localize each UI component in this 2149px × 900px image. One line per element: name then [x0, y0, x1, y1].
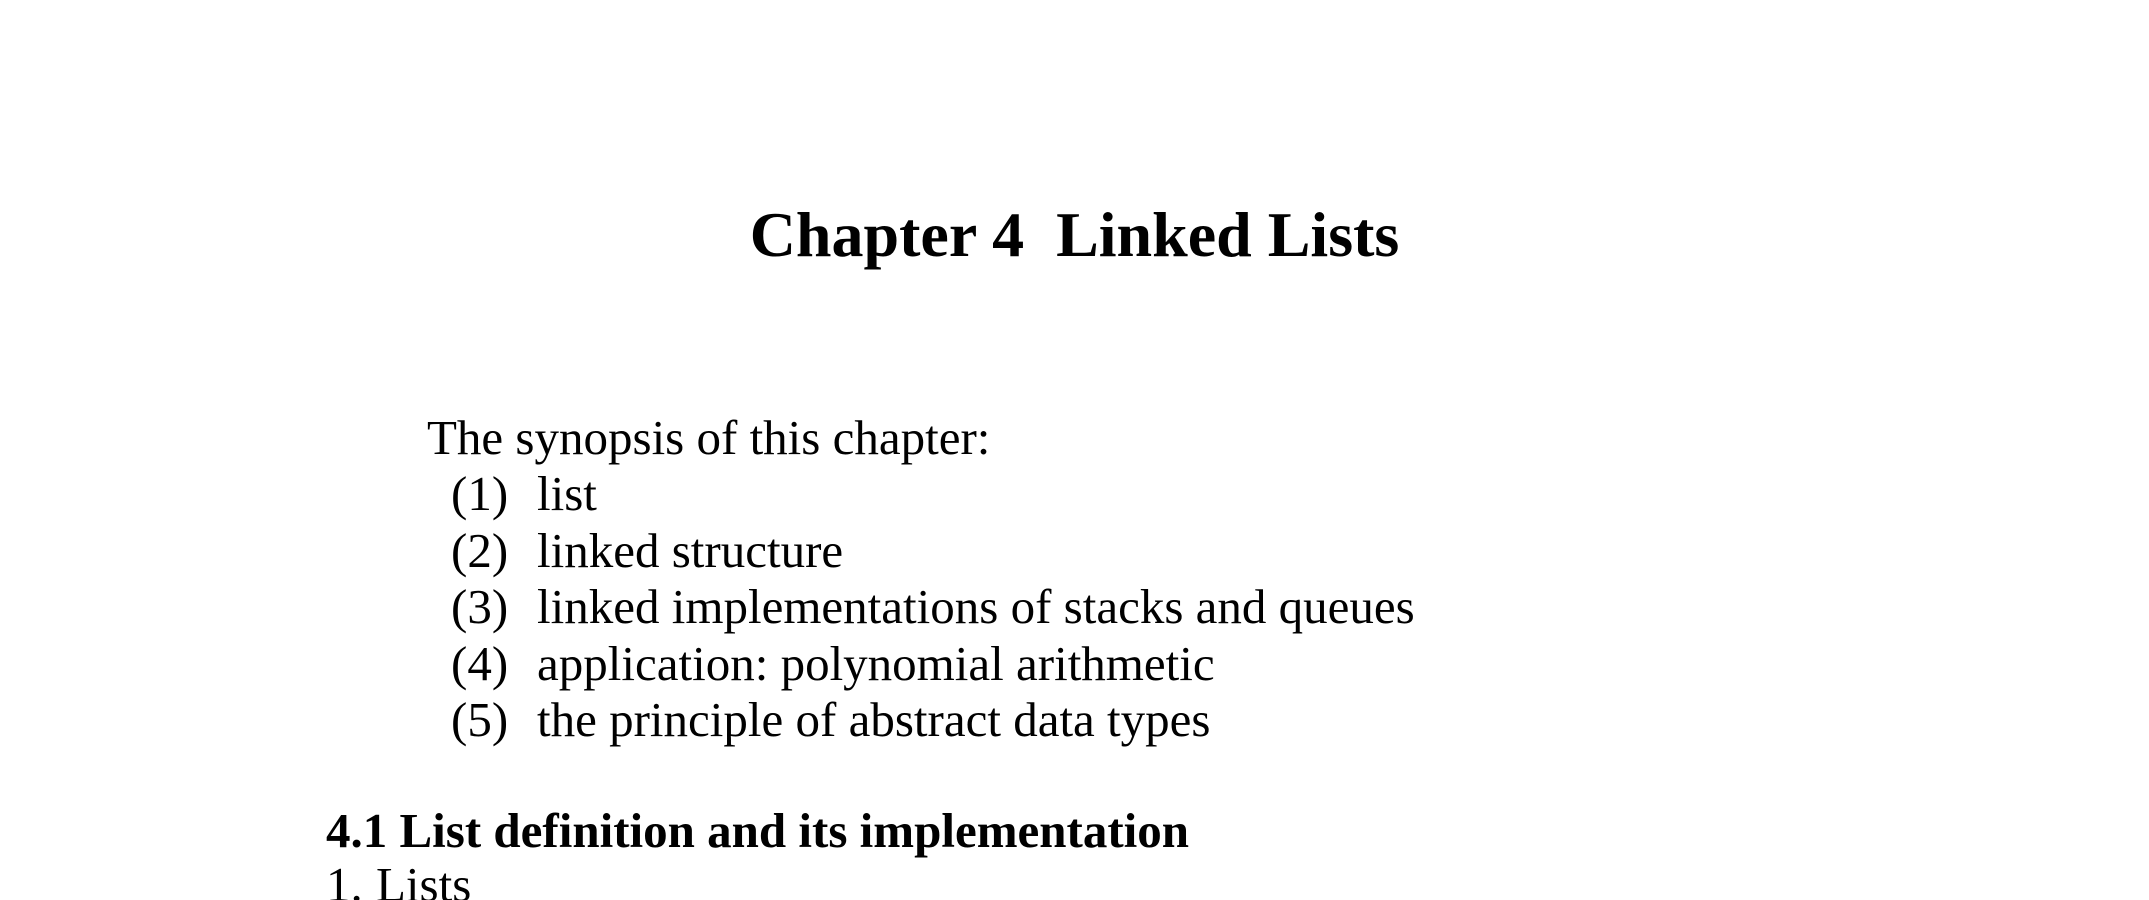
synopsis-item-text: list	[537, 466, 597, 521]
synopsis-item-text: application: polynomial arithmetic	[537, 635, 1215, 691]
synopsis-item-number: (1)	[451, 466, 509, 521]
synopsis-item-number: (2)	[451, 522, 509, 578]
subsection-number: 1.	[326, 857, 363, 900]
chapter-title: Chapter 4 Linked Lists	[749, 199, 1400, 270]
subsection-title: Lists	[376, 857, 472, 900]
synopsis-item-number: (3)	[451, 579, 509, 635]
synopsis-item-text: linked implementations of stacks and queues	[537, 579, 1415, 635]
section-heading: 4.1 List definition and its implementation	[326, 803, 1190, 858]
subsection-heading	[326, 857, 471, 900]
synopsis-intro: The synopsis of this chapter:	[427, 410, 991, 465]
synopsis-item-number: (4)	[451, 635, 509, 691]
synopsis-item-text: the principle of abstract data types	[537, 692, 1211, 748]
synopsis-item-text: linked structure	[537, 522, 844, 578]
synopsis-item-number: (5)	[451, 692, 509, 748]
